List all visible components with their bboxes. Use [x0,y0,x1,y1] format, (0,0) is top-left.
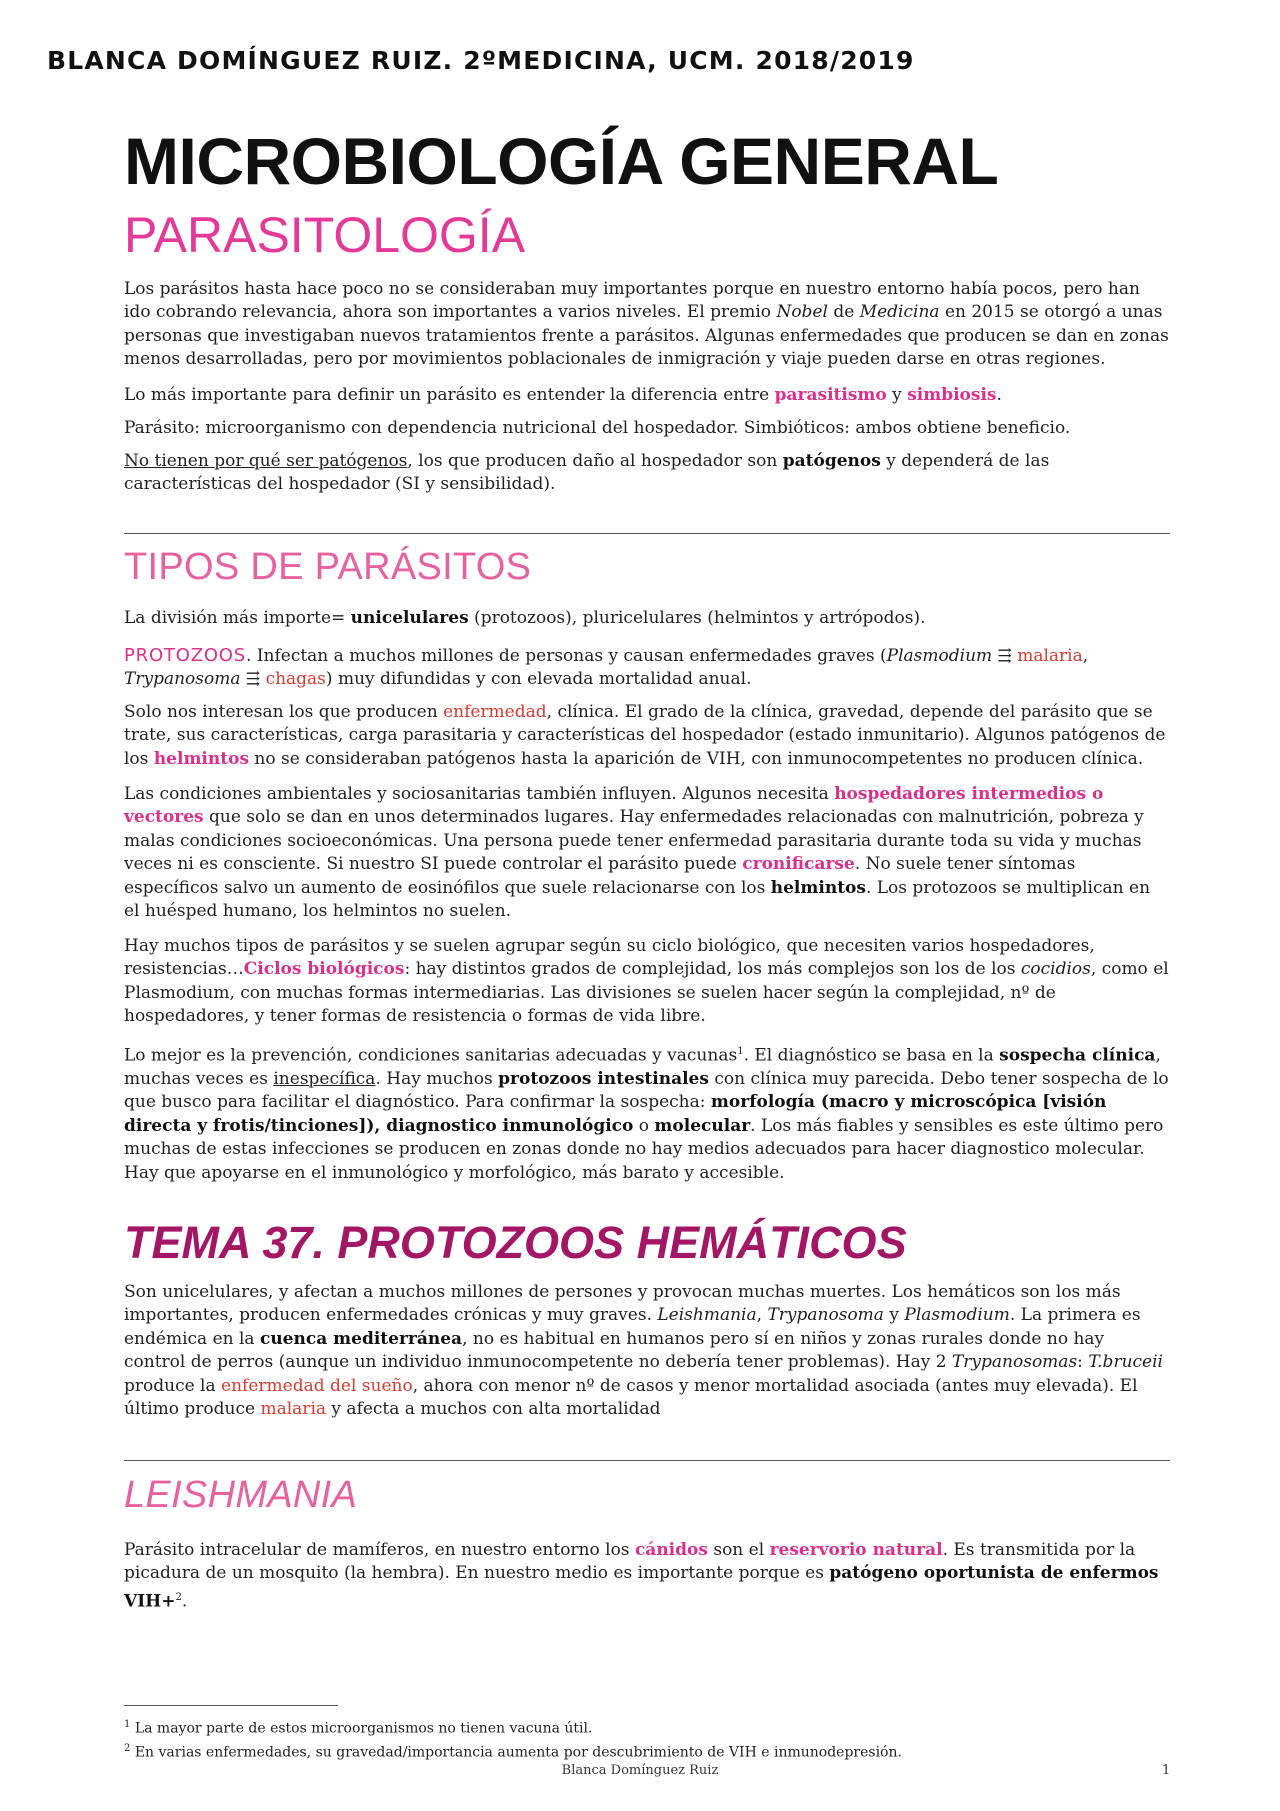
footnote-1: $^1$ La mayor parte de estos microorganismos no tienen vacuna útil. [124,1719,593,1737]
tipos-paragraph-1: La división más importe= unicelulares (protozoos), pluricelulares (helmintos y artrópodos). [124,608,926,628]
intro-paragraph-2: Lo más importante para definir un parásito es entender la diferencia entre parasitismo y simbiosis. [124,385,1002,405]
intro-paragraph-1: Los parásitos hasta hace poco no se consideraban muy importantes porque en nuestro entorno había pocos, pero han ido cobrando relevancia, ahora son importantes a varios niveles. El premio Nobel de Medicina en 2015 se otorgó a unas personas que investigaban nuevos tratamientos frente a parásitos. Algunas enfermedades que producen se dan en zonas menos desarrolladas, pero por movimientos poblacionales de inmigración y viaje pueden darse en otras regiones. [124,279,1169,370]
footnote-divider [124,1705,338,1706]
document-title: MICROBIOLOGÍA GENERAL [124,124,999,198]
intro-paragraph-3: Parásito: microorganismo con dependencia nutricional del hospedador. Simbióticos: ambos obtiene beneficio. [124,418,1071,438]
section-divider [124,1460,1170,1461]
page-number: 1 [1162,1763,1171,1778]
protozoos-label: PROTOZOOS [124,645,246,666]
document-header: BLANCA DOMÍNGUEZ RUIZ. 2ºMEDICINA, UCM. 2018/2019 [47,46,915,75]
tipos-paragraph-3: Solo nos interesan los que producen enfermedad, clínica. El grado de la clínica, gravedad, depende del parásito que se trate, sus características, carga parasitaria y características del hospedador (estado inmunitario). Algunos patógenos de los helmintos no se consideraban patógenos hasta la aparición de VIH, con inmunocompetentes no producen clínica. [124,702,1166,769]
tipos-paragraph-protozoos: PROTOZOOS. Infectan a muchos millones de personas y causan enfermedades graves (Plasmodium ⇶ malaria, Trypanosoma ⇶ chagas) muy difundidas y con elevada mortalidad anual. [124,645,1089,690]
intro-paragraph-4: No tienen por qué ser patógenos, los que producen daño al hospedador son patógenos y dependerá de las características del hospedador (SI y sensibilidad). [124,451,1050,495]
section-divider [124,533,1170,534]
leishmania-paragraph: Parásito intracelular de mamíferos, en nuestro entorno los cánidos son el reservorio natural. Es transmitida por la picadura de un mosquito (la hembra). En nuestro medio es importante porque es patógeno oportunista de enfermos VIH+$^2$. [124,1540,1159,1612]
tipos-paragraph-4: Las condiciones ambientales y sociosanitarias también influyen. Algunos necesita hospedadores intermedios o vectores que solo se dan en unos determinados lugares. Hay enfermedades relacionadas con malnutrición, pobreza y malas condiciones socioeconómicas. Una persona puede tener enfermedad parasitaria durante toda su vida y muchas veces ni es consciente. Si nuestro SI puede controlar el parásito puede cronificarse. No suele tener síntomas específicos salvo un aumento de eosinófilos que suele relacionarse con los helmintos. Los protozoos se multiplican en el huésped humano, los helmintos no suelen. [124,784,1151,922]
section-heading-leishmania: LEISHMANIA [124,1474,358,1516]
section-heading-tipos: TIPOS DE PARÁSITOS [124,546,532,588]
term-simbiosis: simbiosis [907,385,997,405]
document-subtitle: PARASITOLOGÍA [124,207,526,263]
tema-37-paragraph: Son unicelulares, y afectan a muchos millones de persones y provocan muchas muertes. Los hemáticos son los más importantes, producen enfermedades crónicas y muy graves. Leishmania, Trypanosoma y Plasmodium. La primera es endémica en la cuenca mediterránea, no es habitual en humanos pero sí en niños y zonas rurales donde no hay control de perros (aunque un individuo inmunocompetente no debería tener problemas). Hay 2 Trypanosomas: T.bruceii produce la enfermedad del sueño, ahora con menor nº de casos y menor mortalidad asociada (antes muy elevada). El último produce malaria y afecta a muchos con alta mortalidad [124,1282,1163,1420]
tipos-paragraph-6: Lo mejor es la prevención, condiciones sanitarias adecuadas y vacunas$^1$. El diagnóstico se basa en la sospecha clínica, muchas veces es inespecífica. Hay muchos protozoos intestinales con clínica muy parecida. Debo tener sospecha de lo que busco para facilitar el diagnóstico. Para confirmar la sospecha: morfología (macro y microscópica [visión directa y frotis/tinciones]), diagnostico inmunológico o molecular. Los más fiables y sensibles es este último pero muchas de estas infecciones se producen en zonas donde no hay medios adecuados para hacer diagnostico molecular. Hay que apoyarse en el inmunológico y morfológico, más barato y accesible. [124,1045,1169,1183]
footnote-2: $^2$ En varias enfermedades, su gravedad/importancia aumenta por descubrimiento de VIH e inmunodepresión. [124,1743,902,1761]
term-parasitismo: parasitismo [774,385,887,405]
tema-37-heading: TEMA 37. PROTOZOOS HEMÁTICOS [124,1217,907,1268]
tipos-paragraph-5: Hay muchos tipos de parásitos y se suelen agrupar según su ciclo biológico, que necesiten varios hospedadores, resistencias…Ciclos biológicos: hay distintos grados de complejidad, los más complejos son los de los cocidios, como el Plasmodium, con muchas formas intermediarias. Las divisiones se suelen hacer según la complejidad, nº de hospedadores, y tener formas de resistencia o formas de vida libre. [124,936,1169,1027]
page-footer-author: Blanca Domínguez Ruiz [561,1763,719,1778]
